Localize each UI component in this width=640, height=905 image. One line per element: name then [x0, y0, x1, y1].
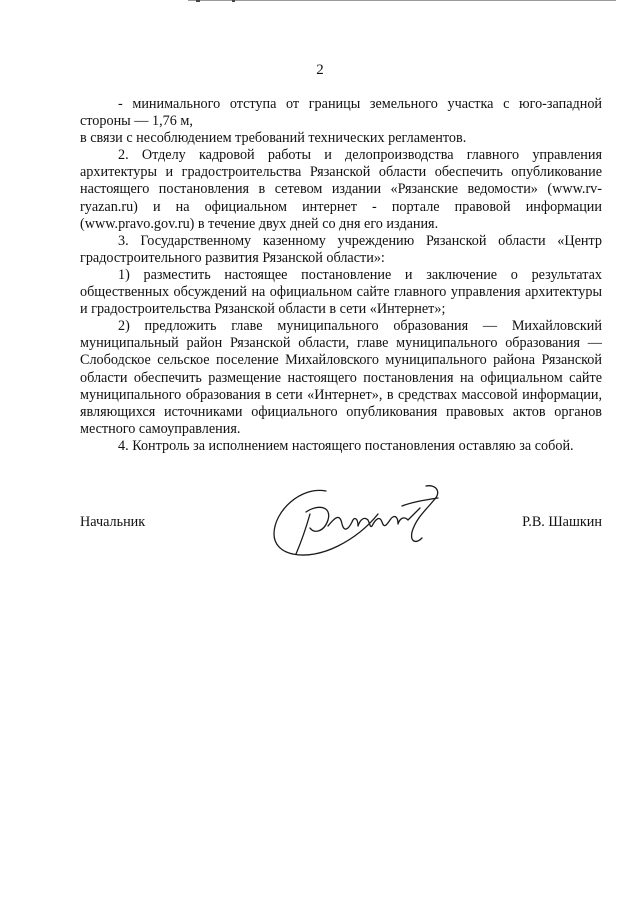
top-scan-mark	[196, 0, 200, 2]
paragraph-item-3: 3. Государственному казенному учреждению Рязанской области «Центр градостроительного развития Рязанской области»:	[80, 232, 602, 266]
handwritten-signature	[266, 476, 466, 566]
signature-block	[80, 476, 602, 566]
document-body	[80, 96, 602, 455]
paragraph-reason: в связи с несоблюдением требований технических регламентов.	[80, 130, 467, 147]
paragraph-item-2: 2. Отделу кадровой работы и делопроизводства главного управления архитектуры и градостроительства Рязанской области обеспечить опубликование настоящего постановления в сетевом издании «Рязанские ведомости» (www.rv-ryazan.ru) и на официальном интернет - портале правовой информации (www.pravo.gov.ru) в течение двух дней со дня его издания.	[80, 147, 602, 232]
top-scan-border	[188, 0, 616, 1]
page-number: 2	[316, 62, 324, 78]
signer-name: Р.В. Шашкин	[522, 514, 602, 530]
paragraph-item-3-2: 2) предложить главе муниципального образования — Михайловский муниципальный район Рязанской области, главе муниципального образования — Слободское сельское поселение Михайловского муниципального района Рязанской области обеспечить размещение настоящего постановления на официальном сайте муниципального образования в сети «Интернет», в средствах массовой информации, являющихся источниками официального опубликования правовых актов органов местного самоуправления.	[80, 318, 602, 437]
paragraph-item-4: 4. Контроль за исполнением настоящего постановления оставляю за собой.	[118, 437, 574, 454]
paragraph-min-setback: - минимального отступа от границы земельного участка с юго-западной стороны — 1,76 м,	[80, 96, 602, 130]
top-scan-mark	[232, 0, 235, 2]
paragraph-item-3-1: 1) разместить настоящее постановление и заключение о результатах общественных обсуждений на официальном сайте главного управления архитектуры и градостроительства Рязанской области в сети «Интернет»;	[80, 266, 602, 318]
signer-position: Начальник	[80, 514, 146, 530]
